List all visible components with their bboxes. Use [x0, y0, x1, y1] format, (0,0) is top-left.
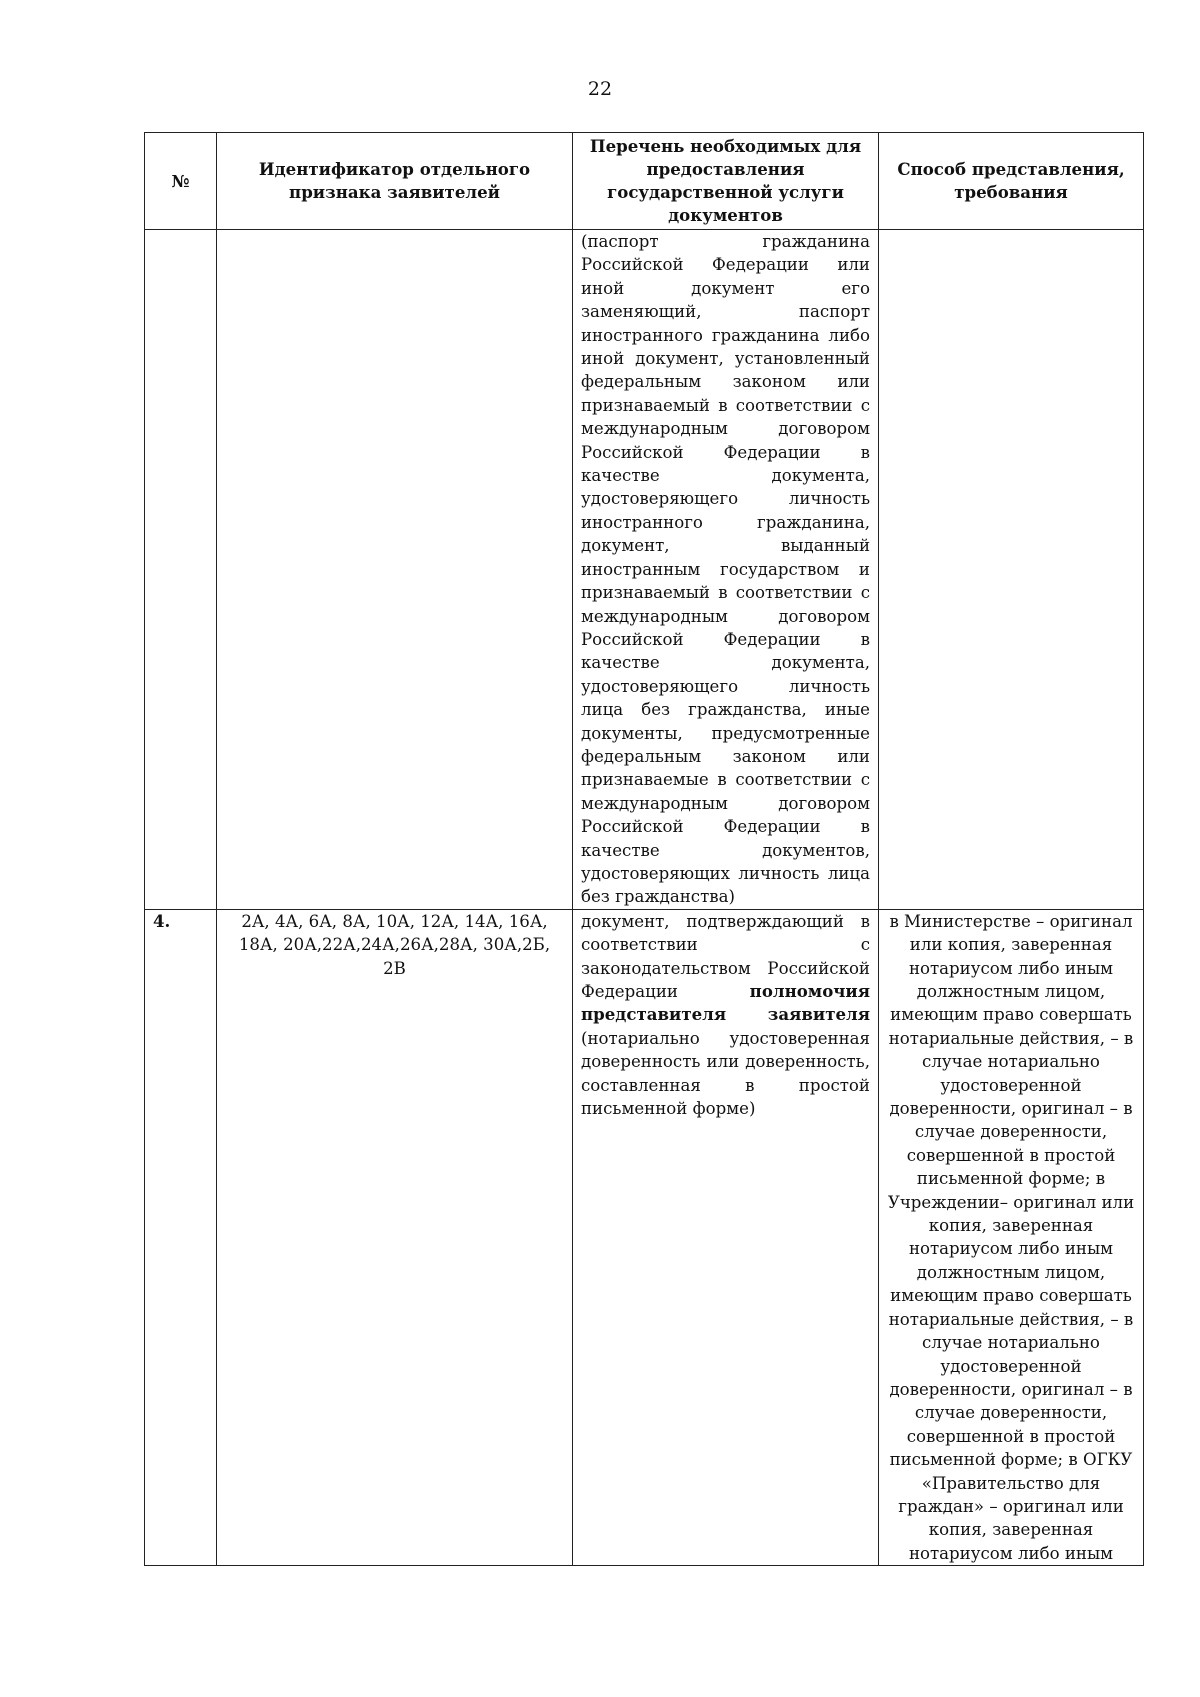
row-number: 4.: [145, 909, 217, 1565]
documents-text-bold: полномочия представителя заявителя: [581, 981, 870, 1025]
row-number: [145, 230, 217, 910]
row-documents: (паспорт гражданина Российской Федерации или иной документ его заменяющий, паспорт иностранного гражданина либо иной документ, установленный федеральным законом или признаваемый в соответствии с международным договором Российской Федерации в качестве документа, удостоверяющего личность иностранного гражданина, документ, выданный иностранным государством и признаваемый в соответствии с международным договором Российской Федерации в качестве документа, удостоверяющего личность лица без гражданства, иные документы, предусмотренные федеральным законом или признаваемые в соответствии с международным договором Российской Федерации в качестве документов, удостоверяющих личность лица без гражданства): [573, 230, 879, 910]
row-documents: [573, 909, 879, 1565]
header-number: №: [145, 133, 217, 230]
header-method: Способ представления, требования: [879, 133, 1144, 230]
requirements-table: [144, 132, 1144, 1566]
row-identifier: [217, 230, 573, 910]
header-documents: Перечень необходимых для предоставления государственной услуги документов: [573, 133, 879, 230]
row-identifier: 2А, 4А, 6А, 8А, 10А, 12А, 14А, 16А, 18А, 20А,22А,24А,26А,28А, 30А,2Б, 2В: [217, 909, 573, 1565]
table-row: [145, 909, 1144, 1565]
table-row: [145, 230, 1144, 910]
row-method: в Министерстве – оригинал или копия, заверенная нотариусом либо иным должностным лицом, имеющим право совершать нотариальные действия, – в случае нотариально удостоверенной доверенности, оригинал – в случае доверенности, совершенной в простой письменной форме; в Учреждении– оригинал или копия, заверенная нотариусом либо иным должностным лицом, имеющим право совершать нотариальные действия, – в случае нотариально удостоверенной доверенности, оригинал – в случае доверенности, совершенной в простой письменной форме; в ОГКУ «Правительство для граждан» – оригинал или копия, заверенная нотариусом либо иным: [879, 909, 1144, 1565]
table-header-row: [145, 133, 1144, 230]
documents-text-start: документ, подтверждающий в соответствии с законодательством Российской Федерации: [581, 911, 870, 1001]
page-number: 22: [587, 78, 613, 100]
header-identifier: Идентификатор отдельного признака заявителей: [217, 133, 573, 230]
row-method: [879, 230, 1144, 910]
documents-text-end: (нотариально удостоверенная доверенность или доверенность, составленная в простой письменной форме): [581, 1028, 870, 1119]
